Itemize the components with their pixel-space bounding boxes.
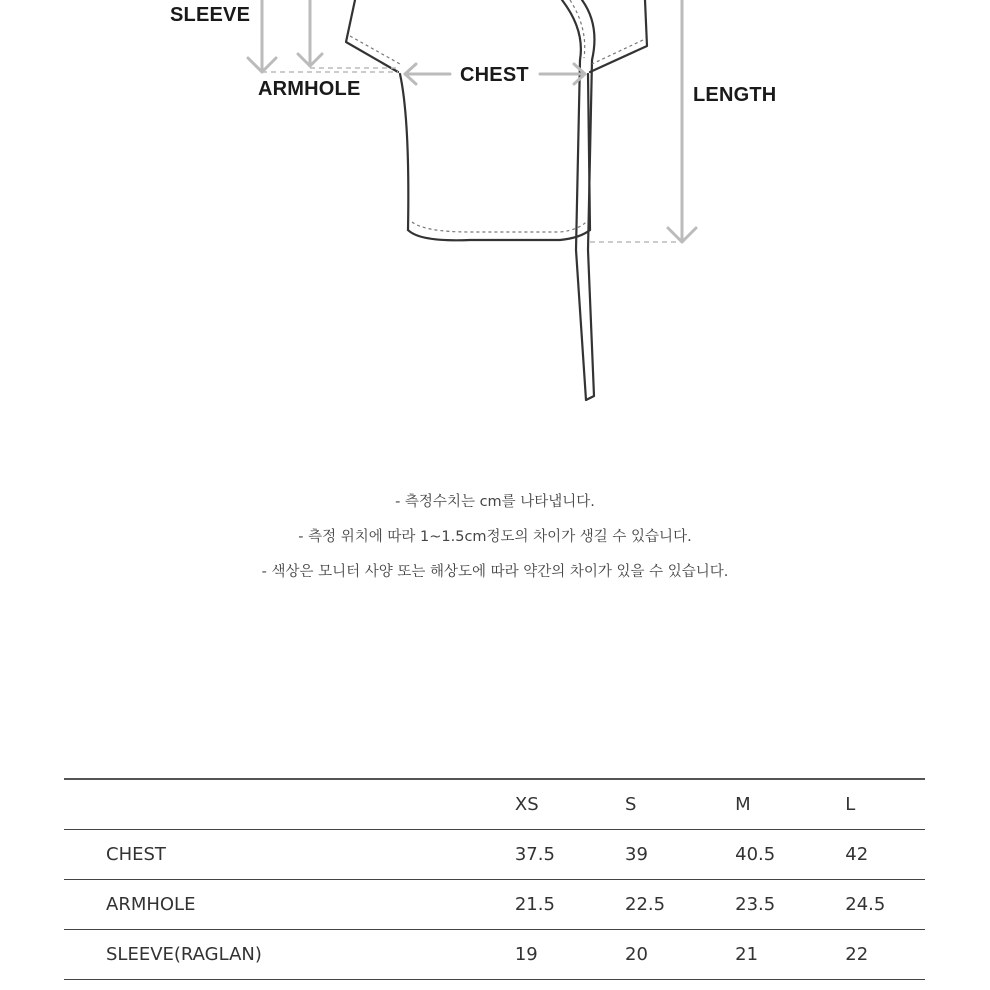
stitch-lines <box>350 0 643 232</box>
table-row <box>64 829 925 879</box>
cell-value: 42 <box>845 843 869 865</box>
header-l: L <box>845 793 856 815</box>
row-label: ARMHOLE <box>106 893 196 915</box>
sleeve-label: SLEEVE <box>170 4 251 26</box>
cell-value: 22.5 <box>625 893 666 915</box>
table-row <box>64 879 925 929</box>
header-xs: XS <box>514 793 539 815</box>
table-header-row <box>64 779 925 829</box>
measurement-arrows <box>248 0 696 242</box>
note-unit: - 측정수치는 cm를 나타냅니다. <box>395 494 595 510</box>
cell-value: 37.5 <box>514 843 555 865</box>
measurement-notes <box>0 490 990 595</box>
cell-value: 21 <box>735 943 759 965</box>
header-s: S <box>625 793 637 815</box>
cell-value: 20 <box>625 943 648 965</box>
cell-value: 40.5 <box>735 843 776 865</box>
cell-value: 19 <box>514 943 538 965</box>
note-tolerance: - 측정 위치에 따라 1~1.5cm정도의 차이가 생길 수 있습니다. <box>298 529 692 545</box>
row-label: SLEEVE(RAGLAN) <box>106 943 262 965</box>
header-blank <box>64 779 515 829</box>
cell-value: 24.5 <box>845 893 886 915</box>
length-label: LENGTH <box>693 84 777 106</box>
armhole-label: ARMHOLE <box>258 78 361 100</box>
measurement-diagram <box>0 0 990 420</box>
garment-outline <box>346 0 647 400</box>
cell-value: 21.5 <box>514 893 555 915</box>
chest-label: CHEST <box>460 64 529 86</box>
header-m: M <box>735 793 751 815</box>
row-label: CHEST <box>106 843 166 865</box>
cell-value: 22 <box>845 943 869 965</box>
size-table <box>64 778 925 980</box>
garment-illustration <box>0 0 990 420</box>
cell-value: 39 <box>625 843 648 865</box>
note-color: - 색상은 모니터 사양 또는 해상도에 따라 약간의 차이가 있을 수 있습니다. <box>261 564 729 580</box>
cell-value: 23.5 <box>735 893 776 915</box>
table-row <box>64 929 925 979</box>
